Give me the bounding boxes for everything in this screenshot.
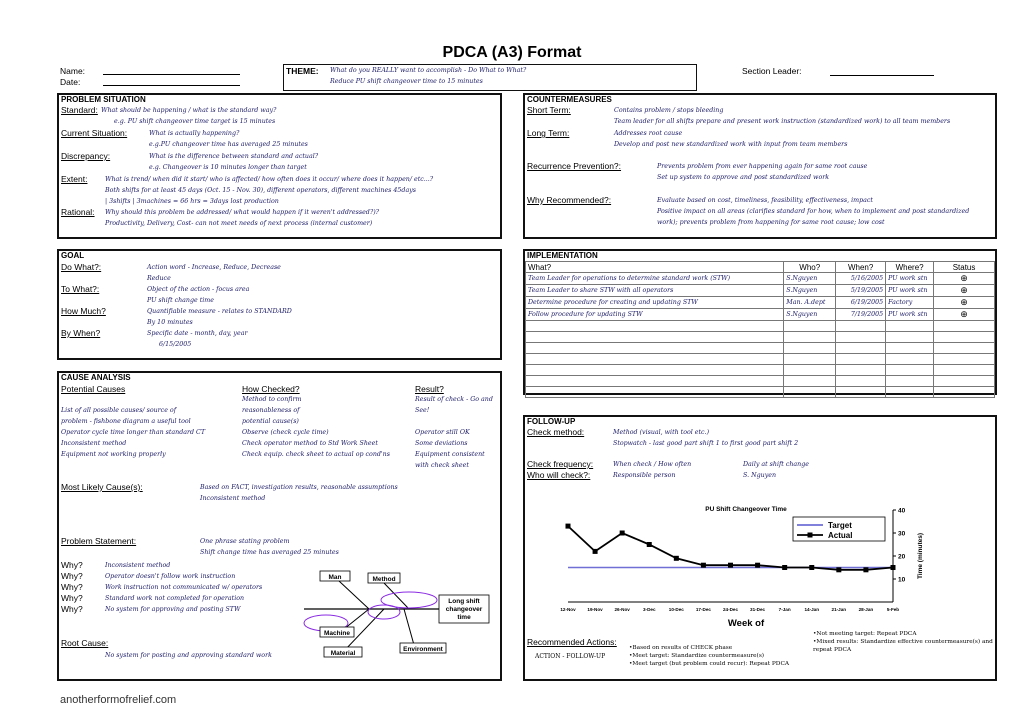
impl-cell-who xyxy=(784,365,836,376)
impl-cell-who xyxy=(784,387,836,398)
theme-label: THEME: xyxy=(286,66,319,76)
result-text-5: Equipment consistent xyxy=(415,451,485,458)
current-text-2: e.g.PU changeover time has averaged 25 minutes xyxy=(149,141,308,148)
extent-text-2: Both shifts for at least 45 days (Oct. 15 - Nov. 30), different operators, different machines 45days xyxy=(105,187,416,194)
impl-cell-where: PU work stn xyxy=(886,285,934,297)
recommended-right-3: repeat PDCA xyxy=(813,647,852,653)
follow-up-heading: FOLLOW-UP xyxy=(527,417,576,426)
rational-label: Rational: xyxy=(61,207,95,217)
extent-text-3: | 3shifts | 3machines = 66 hrs = 3days lost production xyxy=(105,198,279,205)
chart-point-actual xyxy=(674,556,679,561)
problem-statement-label: Problem Statement: xyxy=(61,536,137,546)
impl-cell-what xyxy=(526,354,784,365)
recommended-action-text: ACTION - FOLLOW-UP xyxy=(535,653,606,660)
theme-line-2: Reduce PU shift changeover time to 15 minutes xyxy=(330,78,483,85)
cause-analysis-box xyxy=(57,371,502,681)
why-recommended-text-3: work); prevents problem from happening for same root cause; low cost xyxy=(657,219,885,226)
countermeasures-box xyxy=(523,93,997,239)
impl-cell-what xyxy=(526,321,784,332)
check-frequency-text-2: Daily at shift change xyxy=(743,461,809,468)
chart-x-tick-label: 10-Dec xyxy=(668,607,684,612)
page-title: PDCA (A3) Format xyxy=(442,44,582,61)
impl-cell-status[interactable]: ⊕ xyxy=(934,297,995,309)
chart-x-tick-label: 5-Feb xyxy=(886,607,900,612)
chart-x-tick-label: 24-Dec xyxy=(722,607,739,612)
check-method-text-1: Method (visual, with tool etc.) xyxy=(613,429,710,436)
col-where: Where? xyxy=(886,262,934,273)
col-what: What? xyxy=(526,262,784,273)
impl-cell-status[interactable] xyxy=(934,332,995,343)
impl-cell-what: Follow procedure for updating STW xyxy=(526,309,784,321)
standard-label: Standard: xyxy=(61,105,98,115)
impl-cell-when: 6/19/2005 xyxy=(836,297,886,309)
fishbone-environment-label: Environment xyxy=(403,646,443,653)
check-method-label: Check method: xyxy=(527,427,585,437)
goal-box xyxy=(57,249,502,360)
standard-text-1: What should be happening / what is the standard way? xyxy=(101,107,277,114)
why-recommended-label: Why Recommended?: xyxy=(527,195,612,205)
who-will-check-text-1: Responsible person xyxy=(613,472,676,479)
impl-cell-status[interactable] xyxy=(934,365,995,376)
long-term-text-1: Addresses root cause xyxy=(614,130,683,137)
why-recommended-text-1: Evaluate based on cost, timeliness, feasibility, effectiveness, impact xyxy=(657,197,873,204)
chart-point-actual xyxy=(701,563,706,568)
implementation-row xyxy=(526,309,995,321)
fishbone-method-label: Method xyxy=(372,576,396,583)
why-text-2: Operator doesn't follow work instruction xyxy=(105,573,236,580)
theme-box xyxy=(283,64,697,91)
impl-cell-what xyxy=(526,343,784,354)
impl-cell-who xyxy=(784,354,836,365)
problem-situation-box xyxy=(57,93,502,239)
current-text-1: What is actually happening? xyxy=(149,130,240,137)
how-checked-text-2: reasonableness of xyxy=(242,407,300,414)
impl-cell-where xyxy=(886,376,934,387)
potential-text-3: Operator cycle time longer than standard CT xyxy=(61,429,206,436)
impl-cell-when: 7/19/2005 xyxy=(836,309,886,321)
how-checked-text-4: Observe (check cycle time) xyxy=(242,429,329,436)
impl-cell-status[interactable] xyxy=(934,321,995,332)
fishbone-man-label: Man xyxy=(328,574,342,581)
impl-cell-when xyxy=(836,365,886,376)
howmuch-label: How Much? xyxy=(61,306,106,316)
impl-cell-where: PU work stn xyxy=(886,273,934,285)
implementation-row xyxy=(526,365,995,376)
chart-y-tick-label: 10 xyxy=(898,576,906,584)
dowhat-label: Do What?: xyxy=(61,262,102,272)
chart-x-tick-label: 21-Jan xyxy=(831,607,847,612)
countermeasures-heading: COUNTERMEASURES xyxy=(527,95,612,104)
chart-legend-label: Target xyxy=(828,521,852,530)
recommended-text-2: •Meet target: Standardize countermeasure(s) xyxy=(629,653,765,659)
implementation-row xyxy=(526,343,995,354)
how-checked-text-6: Check equip. check sheet to actual op cond'ns xyxy=(242,451,390,458)
root-cause-text: No system for posting and approving standard work xyxy=(105,652,272,659)
chart-y-tick-label: 30 xyxy=(898,530,906,538)
implementation-row xyxy=(526,376,995,387)
potential-text-5: Equipment not working properly xyxy=(61,451,166,458)
chart-point-actual xyxy=(755,563,760,568)
name-label: Name: xyxy=(60,66,86,76)
cause-heading: CAUSE ANALYSIS xyxy=(61,373,131,382)
impl-cell-where: Factory xyxy=(886,297,934,309)
problem-statement-text-2: Shift change time has averaged 25 minutes xyxy=(200,549,339,556)
implementation-row xyxy=(526,321,995,332)
result-text-2: See! xyxy=(415,407,430,414)
long-term-label: Long Term: xyxy=(527,128,570,138)
dowhat-text-1: Action word - Increase, Reduce, Decrease xyxy=(147,264,281,271)
why-text-3: Work instruction not communicated w/ operators xyxy=(105,584,263,591)
chart-x-tick-label: 14-Jan xyxy=(804,607,820,612)
implementation-row xyxy=(526,297,995,309)
check-frequency-text-1: When check / How often xyxy=(613,461,692,468)
impl-cell-what xyxy=(526,365,784,376)
impl-cell-status[interactable]: ⊕ xyxy=(934,285,995,297)
impl-cell-who xyxy=(784,343,836,354)
impl-cell-what: Team Leader to share STW with all operators xyxy=(526,285,784,297)
recommended-right-2: •Mixed results: Standardize effective countermeasure(s) and xyxy=(813,639,993,645)
why-label-2: Why? xyxy=(61,571,83,581)
recurrence-text-1: Prevents problem from ever happening again for same root cause xyxy=(657,163,868,170)
impl-cell-what xyxy=(526,376,784,387)
why-recommended-text-2: Positive impact on all areas (clarifies standard for how, when to implement and post standardized xyxy=(657,208,970,215)
section-leader-field[interactable] xyxy=(830,75,934,76)
why-label-5: Why? xyxy=(61,604,83,614)
fishbone-material-label: Material xyxy=(330,650,356,657)
impl-cell-who: S.Nguyen xyxy=(784,309,836,321)
result-text-1: Result of check - Go and xyxy=(415,396,493,403)
fishbone-bone-man xyxy=(339,581,369,609)
impl-cell-where xyxy=(886,354,934,365)
implementation-row xyxy=(526,332,995,343)
impl-cell-who: Man. A.dept xyxy=(784,297,836,309)
recommended-text-3: •Meet target (but problem could recur): Repeat PDCA xyxy=(629,661,790,667)
bywhen-text-1: Specific date - month, day, year xyxy=(147,330,248,337)
extent-label: Extent: xyxy=(61,174,88,184)
result-text-4: Some deviations xyxy=(415,440,468,447)
impl-cell-what xyxy=(526,332,784,343)
chart-x-tick-label: 7-Jan xyxy=(778,607,791,612)
impl-cell-status[interactable]: ⊕ xyxy=(934,309,995,321)
long-term-text-2: Develop and post new standardized work with input from team members xyxy=(614,141,848,148)
result-text-6: with check sheet xyxy=(415,462,469,469)
discrepancy-label: Discrepancy: xyxy=(61,151,111,161)
why-text-5: No system for approving and posting STW xyxy=(105,606,241,613)
chart-x-tick-label: 31-Dec xyxy=(750,607,766,612)
why-label-4: Why? xyxy=(61,593,83,603)
name-field[interactable] xyxy=(103,74,240,75)
most-likely-label: Most Likely Cause(s): xyxy=(61,482,143,492)
chart-legend-marker xyxy=(808,533,813,538)
current-label: Current Situation: xyxy=(61,128,128,138)
impl-cell-status[interactable] xyxy=(934,343,995,354)
chart-x-tick-label: 17-Dec xyxy=(695,607,711,612)
towhat-text-1: Object of the action - focus area xyxy=(147,286,250,293)
chart-legend-label: Actual xyxy=(828,531,853,540)
root-cause-label: Root Cause: xyxy=(61,638,109,648)
implementation-row xyxy=(526,354,995,365)
dowhat-text-2: Reduce xyxy=(147,275,171,282)
fishbone-machine-label: Machine xyxy=(323,630,351,637)
implementation-header-row xyxy=(526,262,995,273)
chart-x-tick-label: 28-Jan xyxy=(858,607,874,612)
bywhen-label: By When? xyxy=(61,328,101,338)
impl-cell-who xyxy=(784,376,836,387)
chart-point-actual xyxy=(836,567,841,572)
impl-cell-when: 5/16/2005 xyxy=(836,273,886,285)
chart-point-actual xyxy=(728,563,733,568)
problem-statement-text-1: One phrase stating problem xyxy=(200,538,290,545)
impl-cell-what: Team Leader for operations to determine standard work (STW) xyxy=(526,273,784,285)
who-will-check-text-2: S. Nguyen xyxy=(743,472,777,479)
potential-causes-label: Potential Causes xyxy=(61,384,126,394)
extent-text-1: What is trend/ when did it start/ who is affected/ how often does it occur/ where does it happen/ etc...? xyxy=(105,176,434,183)
impl-cell-where xyxy=(886,332,934,343)
chart-point-actual xyxy=(593,549,598,554)
date-field[interactable] xyxy=(103,85,240,86)
fishbone-head-line-2: changeover xyxy=(445,606,483,613)
impl-cell-when xyxy=(836,387,886,398)
howmuch-text-1: Quantifiable measure - relates to STANDARD xyxy=(147,308,292,315)
col-who: Who? xyxy=(784,262,836,273)
impl-cell-what xyxy=(526,387,784,398)
impl-cell-when xyxy=(836,354,886,365)
impl-cell-where xyxy=(886,321,934,332)
why-label-3: Why? xyxy=(61,582,83,592)
chart-y-tick-label: 40 xyxy=(898,507,906,515)
date-label: Date: xyxy=(60,77,81,87)
impl-cell-where xyxy=(886,365,934,376)
recommended-right-1: •Not meeting target: Repeat PDCA xyxy=(813,631,917,637)
check-method-text-2: Stopwatch - last good part shift 1 to first good part shift 2 xyxy=(613,440,799,447)
result-label: Result? xyxy=(415,384,444,394)
implementation-row xyxy=(526,387,995,398)
towhat-text-2: PU shift change time xyxy=(147,297,214,304)
result-text-3: Operator still OK xyxy=(415,429,470,436)
most-likely-text-1: Based on FACT, investigation results, reasonable assumptions xyxy=(200,484,398,491)
impl-cell-who xyxy=(784,332,836,343)
how-checked-text-5: Check operator method to Std Work Sheet xyxy=(242,440,378,447)
chart-point-actual xyxy=(809,565,814,570)
impl-cell-when xyxy=(836,376,886,387)
impl-cell-where xyxy=(886,387,934,398)
chart-x-tick-label: 12-Nov xyxy=(560,607,576,612)
short-term-text-2: Team leader for all shifts prepare and present work instruction (standardized work) to all team members xyxy=(614,118,951,125)
check-frequency-label: Check frequency: xyxy=(527,459,594,469)
potential-text-4: Inconsistent method xyxy=(61,440,127,447)
chart-point-actual xyxy=(863,567,868,572)
impl-cell-where: PU work stn xyxy=(886,309,934,321)
impl-cell-status[interactable]: ⊕ xyxy=(934,273,995,285)
fishbone-diagram xyxy=(284,569,499,661)
implementation-row xyxy=(526,273,995,285)
who-will-check-label: Who will check?: xyxy=(527,470,591,480)
how-checked-label: How Checked? xyxy=(242,384,300,394)
why-label-1: Why? xyxy=(61,560,83,570)
why-text-4: Standard work not completed for operation xyxy=(105,595,245,602)
howmuch-text-2: By 10 minutes xyxy=(147,319,193,326)
towhat-label: To What?: xyxy=(61,284,100,294)
impl-cell-when xyxy=(836,343,886,354)
chart-y-tick-label: 20 xyxy=(898,553,906,561)
fishbone-highlight-3 xyxy=(368,605,400,619)
bywhen-text-2: 6/15/2005 xyxy=(159,341,192,348)
chart-x-tick-label: 26-Nov xyxy=(614,607,630,612)
chart-xlabel: Week of xyxy=(727,618,765,629)
impl-cell-when xyxy=(836,332,886,343)
impl-cell-when: 5/19/2005 xyxy=(836,285,886,297)
recurrence-text-2: Set up system to approve and post standardized work xyxy=(657,174,830,181)
recurrence-label: Recurrence Prevention?: xyxy=(527,161,622,171)
chart-point-actual xyxy=(891,565,896,570)
implementation-table xyxy=(525,261,995,398)
why-text-1: Inconsistent method xyxy=(105,562,171,569)
most-likely-text-2: Inconsistent method xyxy=(200,495,266,502)
recommended-actions-label: Recommended Actions: xyxy=(527,637,617,647)
impl-cell-who: S.Nguyen xyxy=(784,273,836,285)
fishbone-head-line-1: Long shift xyxy=(448,598,480,605)
fishbone-bone-environment xyxy=(404,609,414,645)
goal-heading: GOAL xyxy=(61,251,85,260)
impl-cell-what: Determine procedure for creating and updating STW xyxy=(526,297,784,309)
footer-watermark: anotherformofrelief.com xyxy=(60,694,177,706)
chart-point-actual xyxy=(620,531,625,536)
rational-text-2: Productivity, Delivery, Cost- can not meet needs of next process (internal customer) xyxy=(105,220,373,227)
how-checked-text-3: potential cause(s) xyxy=(242,418,299,425)
discrepancy-text-2: e.g. Changeover is 10 minutes longer than target xyxy=(149,164,307,171)
problem-heading: PROBLEM SITUATION xyxy=(61,95,146,104)
col-when: When? xyxy=(836,262,886,273)
chart-ylabel: Time (minutes) xyxy=(917,532,924,580)
impl-cell-who xyxy=(784,321,836,332)
impl-cell-where xyxy=(886,343,934,354)
theme-line-1: What do you REALLY want to accomplish - Do What to What? xyxy=(330,67,527,74)
potential-text-2: problem - fishbone diagram a useful tool xyxy=(61,418,191,425)
impl-cell-who: S.Nguyen xyxy=(784,285,836,297)
how-checked-text-1: Method to confirm xyxy=(242,396,302,403)
fishbone-head-line-3: time xyxy=(457,614,471,621)
chart-x-tick-label: 3-Dec xyxy=(642,607,656,612)
potential-text-1: List of all possible causes/ source of xyxy=(61,407,177,414)
chart-title: PU Shift Changeover Time xyxy=(705,506,787,513)
implementation-heading: IMPLEMENTATION xyxy=(527,251,598,260)
chart-point-actual xyxy=(782,565,787,570)
rational-text-1: Why should this problem be addressed/ what would happen if it weren't addressed?)? xyxy=(105,209,380,216)
section-leader-label: Section Leader: xyxy=(742,66,802,76)
chart-x-tick-label: 19-Nov xyxy=(587,607,603,612)
short-term-label: Short Term: xyxy=(527,105,571,115)
impl-cell-status[interactable] xyxy=(934,354,995,365)
impl-cell-when xyxy=(836,321,886,332)
recommended-text-1: •Based on results of CHECK phase xyxy=(629,645,733,651)
impl-cell-status[interactable] xyxy=(934,387,995,398)
implementation-row xyxy=(526,285,995,297)
standard-text-2: e.g. PU shift changeover time target is 15 minutes xyxy=(114,118,276,125)
short-term-text-1: Contains problem / stops bleeding xyxy=(614,107,724,114)
col-status: Status xyxy=(934,262,995,273)
changeover-chart xyxy=(523,500,997,632)
discrepancy-text-1: What is the difference between standard and actual? xyxy=(149,153,319,160)
chart-point-actual xyxy=(647,542,652,547)
chart-point-actual xyxy=(566,524,571,529)
impl-cell-status[interactable] xyxy=(934,376,995,387)
